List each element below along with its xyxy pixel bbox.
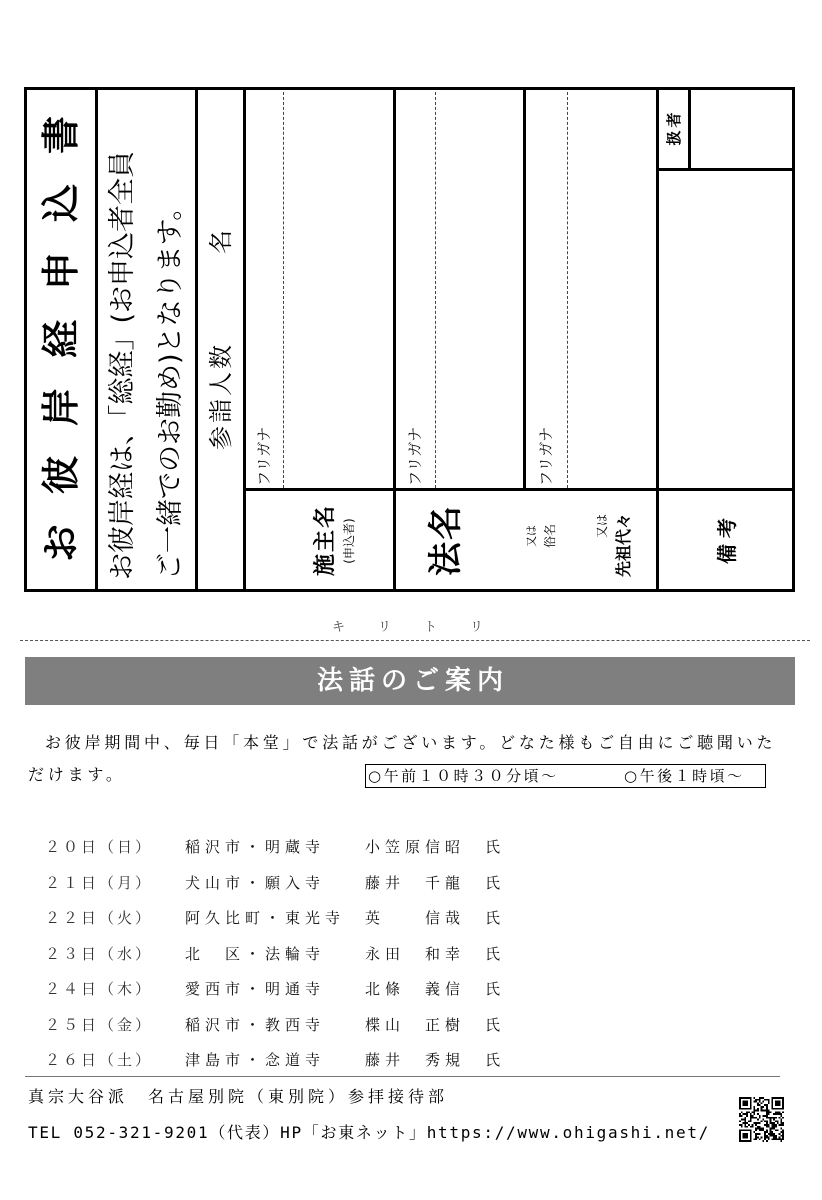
schedule-row [0, 837, 600, 873]
handler-label: 扱者 [665, 109, 683, 146]
secular-name-option [523, 506, 559, 566]
schedule-date: ２１日（月） [45, 873, 154, 892]
furigana-divider [567, 92, 568, 488]
sermon-schedule [0, 837, 600, 1086]
qr-code [739, 1097, 784, 1142]
schedule-speaker: 永田 和幸 [365, 944, 466, 963]
furigana-label: フリガナ [255, 426, 273, 486]
donor-label: 施主名 [313, 504, 338, 577]
form-column-divider [393, 87, 396, 592]
afternoon-time: ○午後１時頃〜 [624, 767, 745, 785]
form-column-divider [656, 87, 659, 592]
schedule-temple: 稲沢市・明蔵寺 [185, 838, 326, 856]
handler-box-bottom [656, 168, 795, 171]
schedule-speaker: 楪山 正樹 [365, 1015, 466, 1034]
furigana-divider [435, 92, 436, 488]
footer-divider [25, 1076, 780, 1077]
form-title: お彼岸経申込書 [39, 85, 83, 562]
footer-organization: 真宗大谷派 名古屋別院（東別院）参拝接待部 [28, 1087, 449, 1106]
ancestors-label: 先祖代々 [614, 513, 633, 578]
schedule-row [0, 908, 600, 944]
form-note-line: ご一緒でのお勤め)となります。 [155, 193, 186, 580]
schedule-row [0, 1050, 600, 1086]
morning-time: ○午前１０時３０分頃〜 [368, 767, 559, 785]
schedule-temple: 北 区・法輪寺 [185, 944, 326, 963]
schedule-row [0, 979, 600, 1015]
donor-name-label [311, 490, 361, 592]
form-note [97, 88, 197, 592]
sermon-banner: 法話のご案内 [25, 657, 795, 705]
furigana-divider [283, 92, 284, 488]
intro-line: だけます。 [28, 765, 126, 784]
schedule-honorific: 氏 [485, 980, 501, 998]
schedule-honorific: 氏 [485, 909, 501, 927]
schedule-honorific: 氏 [485, 873, 501, 892]
schedule-temple: 稲沢市・教西寺 [185, 1015, 326, 1034]
or-label: 又は [595, 514, 609, 539]
schedule-date: ２０日（日） [45, 838, 154, 856]
remarks-label: 備考 [715, 512, 739, 564]
participants-unit: 名 [207, 230, 235, 254]
schedule-honorific: 氏 [485, 838, 501, 856]
participants-field [197, 88, 245, 592]
schedule-speaker: 北條 義信 [365, 980, 466, 998]
schedule-honorific: 氏 [485, 1015, 501, 1034]
form-column-divider [523, 87, 526, 490]
schedule-honorific: 氏 [485, 1051, 501, 1069]
cut-line-label: キリトリ [332, 620, 517, 635]
form-note-line: お彼岸経は、「総経」(お申込者全員 [107, 150, 138, 580]
schedule-date: ２２日（火） [45, 909, 154, 927]
cut-line [20, 640, 810, 641]
schedule-temple: 愛西市・明通寺 [185, 980, 326, 998]
dharma-name-label: 法名 [426, 504, 466, 576]
or-label: 又は [525, 525, 538, 547]
secular-name-label: 俗名 [543, 524, 557, 549]
ancestors-option [593, 500, 637, 590]
schedule-speaker: 小笠原信昭 [365, 838, 466, 856]
handler-box-divider [688, 87, 691, 171]
schedule-row [0, 873, 600, 909]
schedule-speaker: 藤井 秀規 [365, 1051, 466, 1069]
schedule-row [0, 1015, 600, 1051]
schedule-row [0, 944, 600, 980]
schedule-date: ２３日（水） [45, 944, 154, 963]
schedule-speaker: 藤井 千龍 [365, 873, 466, 892]
schedule-temple: 津島市・念道寺 [185, 1051, 326, 1069]
schedule-date: ２５日（金） [45, 1015, 154, 1034]
donor-note: (申込者) [342, 518, 356, 564]
intro-line: お彼岸期間中、毎日「本堂」で法話がございます。どなた様もご自由にご聴聞いた [45, 733, 777, 752]
schedule-speaker: 英 信哉 [365, 909, 466, 927]
schedule-honorific: 氏 [485, 944, 501, 963]
qr-modules [739, 1097, 784, 1142]
sermon-times-box [365, 764, 766, 788]
furigana-label: フリガナ [406, 426, 424, 486]
furigana-label: フリガナ [537, 426, 555, 486]
footer-contact: TEL 052-321-9201（代表）HP「お東ネット」https://www.ohigashi.net/ [28, 1123, 711, 1142]
schedule-date: ２４日（木） [45, 980, 154, 998]
schedule-temple: 犬山市・願入寺 [185, 873, 326, 892]
schedule-date: ２６日（土） [45, 1051, 154, 1069]
schedule-temple: 阿久比町・東光寺 [185, 909, 346, 927]
participants-label: 参詣人数 [207, 342, 235, 450]
